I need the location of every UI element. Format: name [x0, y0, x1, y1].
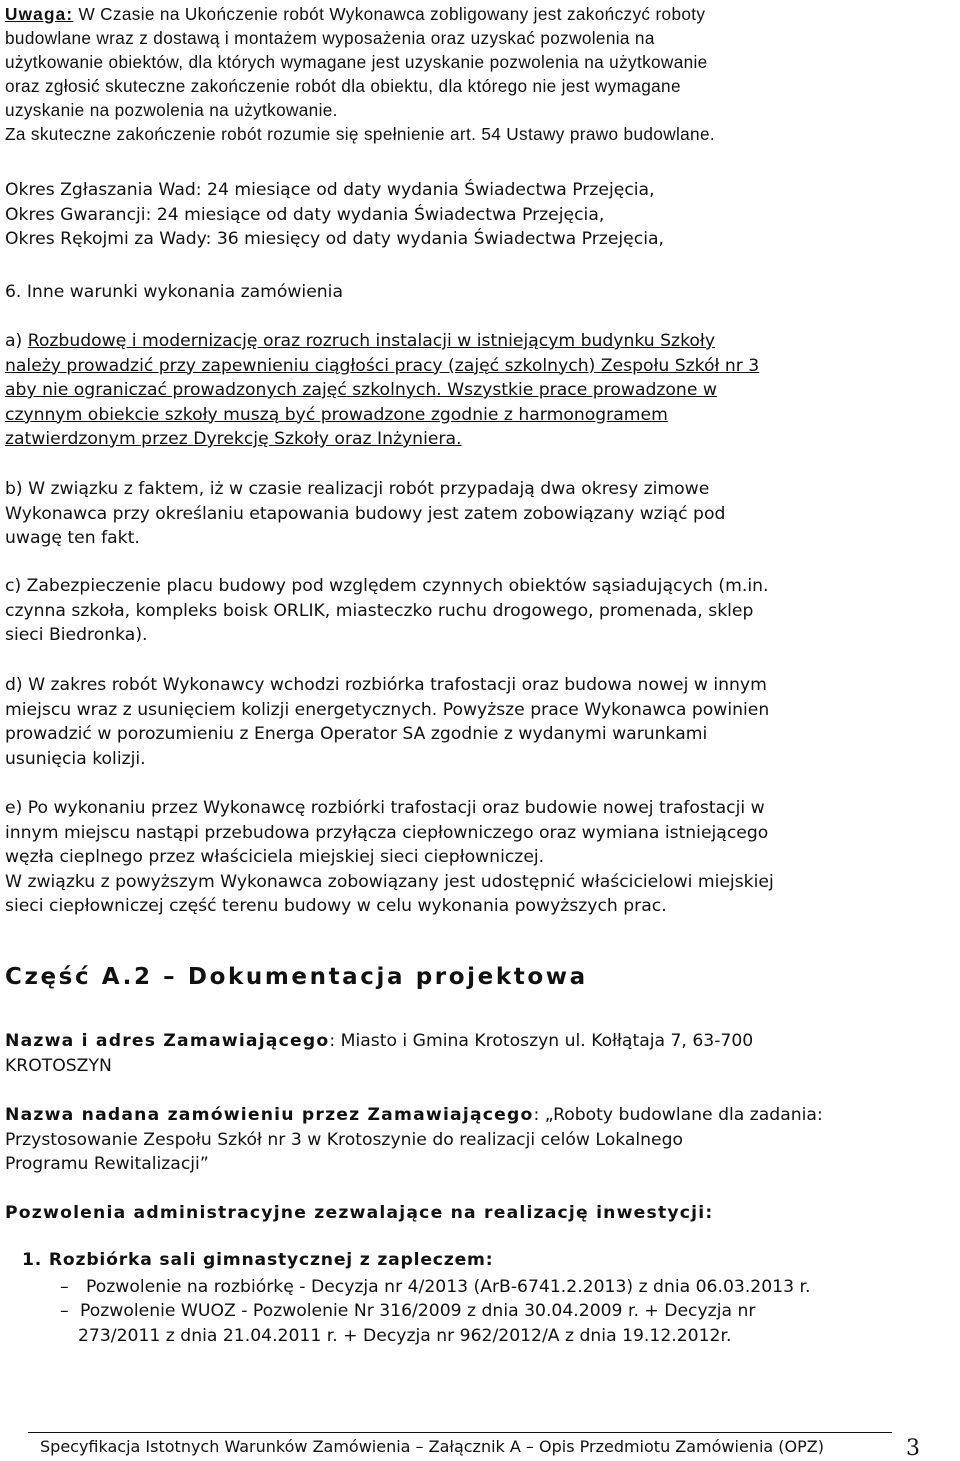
section-6-title: 6. Inne warunki wykonania zamówienia	[5, 282, 343, 302]
paragraph-c	[5, 574, 922, 648]
nazwa-colon: :	[533, 1105, 540, 1125]
paragraph-d	[5, 673, 922, 771]
paragraph-c-line: sieci Biedronka).	[5, 625, 148, 645]
uwaga-line: uzyskanie na pozwolenia na użytkowanie.	[5, 100, 338, 120]
paragraph-c-line: czynna szkoła, kompleks boisk ORLIK, miasteczko ruchu drogowego, promenada, sklep	[5, 600, 754, 621]
paragraph-e-line: innym miejscu nastąpi przebudowa przyłącza ciepłowniczego oraz wymiana istniejącego	[5, 822, 769, 843]
paragraph-b-line: uwagę ten fakt.	[5, 528, 140, 548]
zamawiajacy-value: Miasto i Gmina Krotoszyn ul. Kołłątaja 7, 63-700	[335, 1031, 754, 1051]
uwaga-line: W Czasie na Ukończenie robót Wykonawca zobligowany jest zakończyć roboty	[73, 4, 706, 24]
zamawiajacy-block	[5, 1029, 922, 1078]
list-item-title: 1. Rozbiórka sali gimnastycznej z zapleczem:	[22, 1250, 494, 1270]
nazwa-label: Nazwa nadana zamówieniu przez Zamawiającego	[5, 1105, 534, 1125]
uwaga-line: Za skuteczne zakończenie robót rozumie się spełnienie art. 54 Ustawy prawo budowlane.	[5, 124, 715, 144]
footer-rule	[28, 1432, 892, 1433]
footer-text: Specyfikacja Istotnych Warunków Zamówienia – Załącznik A – Opis Przedmiotu Zamówienia (OPZ)	[40, 1437, 824, 1456]
page-number: 3	[906, 1436, 920, 1461]
paragraph-e-line: węzła cieplnego przez właściciela miejskiej sieci ciepłowniczej.	[5, 847, 545, 867]
nazwa-value: Programu Rewitalizacji”	[5, 1154, 209, 1174]
zamawiajacy-colon: :	[329, 1031, 336, 1051]
warranty-period-line: Okres Zgłaszania Wad: 24 miesiące od daty wydania Świadectwa Przejęcia,	[5, 180, 655, 200]
bullet-text: Pozwolenie na rozbiórkę - Decyzja nr 4/2013 (ArB-6741.2.2013) z dnia 06.03.2013 r.	[86, 1277, 811, 1297]
warranty-periods	[5, 178, 922, 252]
paragraph-d-line: miejscu wraz z usunięciem kolizji energetycznych. Powyższe prace Wykonawca powinien	[5, 699, 770, 720]
paragraph-a-line: zatwierdzonym przez Dyrekcję Szkoły oraz Inżyniera.	[5, 429, 462, 449]
bullet-text: Pozwolenie WUOZ - Pozwolenie Nr 316/2009 z dnia 30.04.2009 r. + Decyzja nr	[80, 1301, 756, 1321]
dash-bullet: –	[60, 1277, 69, 1297]
zamawiajacy-value: KROTOSZYN	[5, 1055, 112, 1076]
uwaga-line: użytkowanie obiektów, dla których wymagane jest uzyskanie pozwolenia na użytkowanie	[5, 52, 708, 72]
paragraph-b-line: b) W związku z faktem, iż w czasie realizacji robót przypadają dwa okresy zimowe	[5, 479, 710, 499]
paragraph-b	[5, 477, 922, 551]
nazwa-value: Przystosowanie Zespołu Szkół nr 3 w Krotoszynie do realizacji celów Lokalnego	[5, 1129, 684, 1150]
paragraph-a	[5, 329, 922, 452]
nazwa-value: „Roboty budowlane dla zadania:	[539, 1105, 823, 1125]
section-heading: Część A.2 – Dokumentacja projektowa	[5, 964, 588, 990]
paragraph-c-line: c) Zabezpieczenie placu budowy pod względem czynnych obiektów sąsiadujących (m.in.	[5, 576, 769, 596]
paragraph-d-line: prowadzić w porozumieniu z Energa Operator SA zgodnie z wydanymi warunkami	[5, 724, 708, 744]
paragraph-a-line: należy prowadzić przy zapewnieniu ciągłości pracy (zajęć szkolnych) Zespołu Szkół nr 3	[5, 355, 760, 376]
uwaga-label: Uwaga:	[5, 4, 74, 24]
uwaga-line: oraz zgłosić skuteczne zakończenie robót dla obiektu, dla którego nie jest wymagane	[5, 76, 681, 96]
paragraph-e	[5, 796, 922, 919]
zamawiajacy-label: Nazwa i adres Zamawiającego	[5, 1031, 330, 1051]
paragraph-a-prefix: a)	[5, 331, 28, 351]
paragraph-a-line: czynnym obiekcie szkoły muszą być prowadzone zgodnie z harmonogramem	[5, 404, 668, 425]
bullet-text: 273/2011 z dnia 21.04.2011 r. + Decyzja nr 962/2012/A z dnia 19.12.2012r.	[78, 1326, 732, 1346]
paragraph-a-line: Rozbudowę i modernizację oraz rozruch instalacji w istniejącym budynku Szkoły	[27, 331, 715, 351]
pozwolenia-title: Pozwolenia administracyjne zezwalające na realizację inwestycji:	[5, 1203, 714, 1223]
paragraph-e-line: e) Po wykonaniu przez Wykonawcę rozbiórki trafostacji oraz budowie nowej trafostacji w	[5, 798, 765, 818]
paragraph-b-line: Wykonawca przy określaniu etapowania budowy jest zatem zobowiązany wziąć pod	[5, 503, 726, 524]
paragraph-d-line: d) W zakres robót Wykonawcy wchodzi rozbiórka trafostacji oraz budowa nowej w innym	[5, 675, 767, 695]
paragraph-a-line: aby nie ograniczać prowadzonych zajęć szkolnych. Wszystkie prace prowadzone w	[5, 380, 717, 400]
dash-bullet: –	[60, 1301, 69, 1321]
paragraph-e-line: W związku z powyższym Wykonawca zobowiązany jest udostępnić właścicielowi miejskiej	[5, 871, 774, 892]
paragraph-e-line: sieci ciepłowniczej część terenu budowy w celu wykonania powyższych prac.	[5, 896, 667, 916]
paragraph-d-line: usunięcia kolizji.	[5, 748, 146, 769]
warranty-period-line: Okres Rękojmi za Wady: 36 miesięcy od daty wydania Świadectwa Przejęcia,	[5, 229, 664, 249]
warranty-period-line: Okres Gwarancji: 24 miesiące od daty wydania Świadectwa Przejęcia,	[5, 204, 605, 225]
uwaga-line: budowlane wraz z dostawą i montażem wyposażenia oraz uzyskać pozwolenia na	[5, 28, 655, 48]
uwaga-paragraph	[5, 2, 922, 146]
nazwa-block	[5, 1103, 922, 1177]
